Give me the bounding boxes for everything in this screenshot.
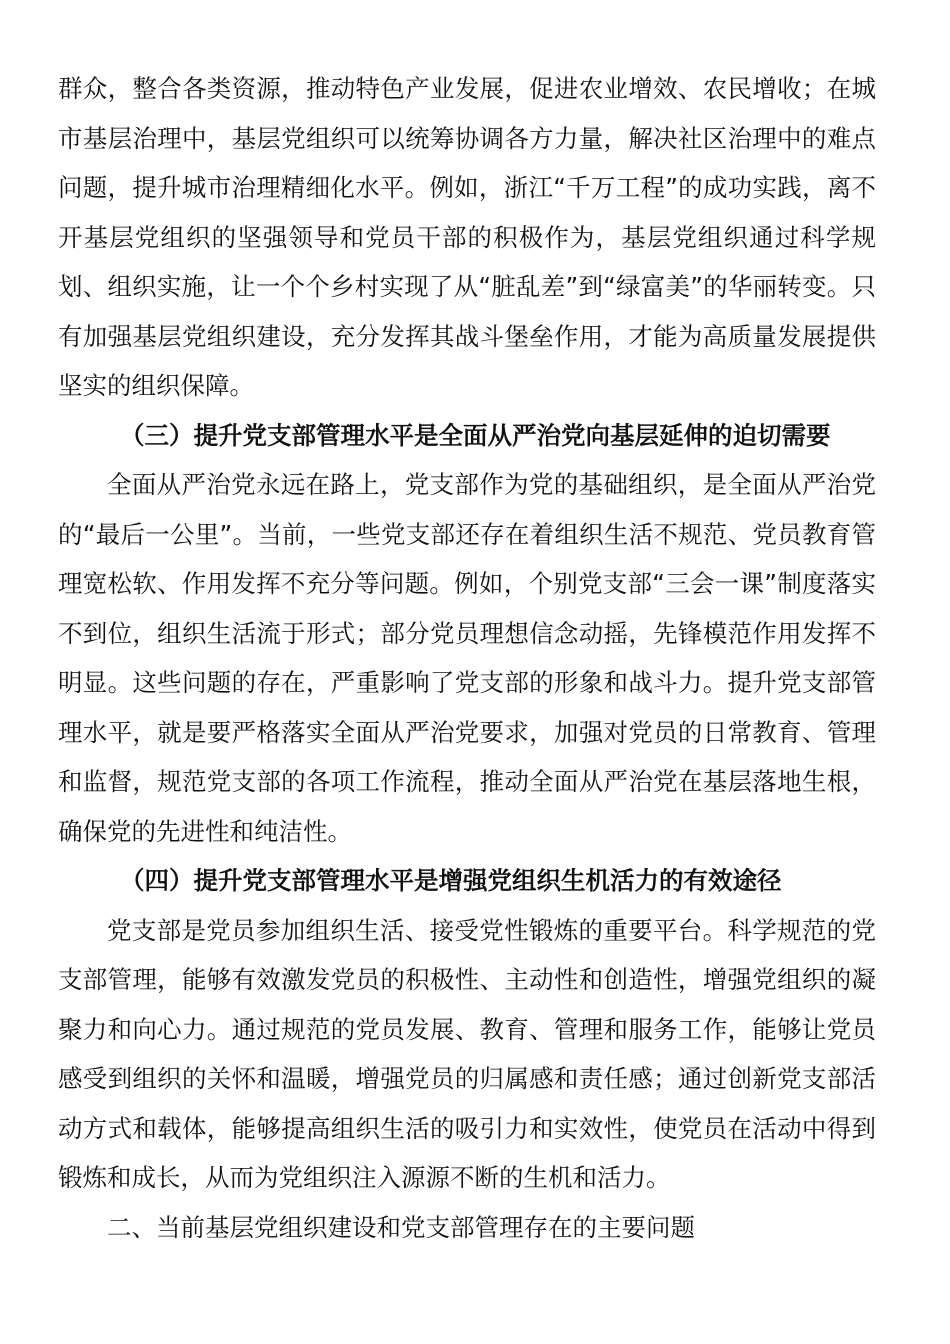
paragraph-continuation: 群众，整合各类资源，推动特色产业发展，促进农业增效、农民增收；在城市基层治理中，基层党组织可以统筹协调各方力量，解决社区治理中的难点问题，提升城市治理精细化水平。例如，浙江“千万工程”的成功实践，离不开基层党组织的坚强领导和党员干部的积极作为，基层党组织通过科学规划、组织实施，让一个个乡村实现了从“脏乱差”到“绿富美”的华丽转变。只有加强基层党组织建设，充分发挥其战斗堡垒作用，才能为高质量发展提供坚实的组织保障。 <box>58 74 876 400</box>
section-title-2: 二、当前基层党组织建设和党支部管理存在的主要问题 <box>107 1212 695 1242</box>
document-page <box>58 64 876 1252</box>
paragraph-3: 全面从严治党永远在路上，党支部作为党的基础组织，是全面从严治党的“最后一公里”。当前，一些党支部还存在着组织生活不规范、党员教育管理宽松软、作用发挥不充分等问题。例如，个别党支部“三会一课”制度落实不到位，组织生活流于形式；部分党员理想信念动摇，先锋模范作用发挥不明显。这些问题的存在，严重影响了党支部的形象和战斗力。提升党支部管理水平，就是要严格落实全面从严治党要求，加强对党员的日常教育、管理和监督，规范党支部的各项工作流程，推动全面从严治党在基层落地生根，确保党的先进性和纯洁性。 <box>58 470 876 846</box>
section-heading-4: （四）提升党支部管理水平是增强党组织生机活力的有效途径 <box>120 866 782 895</box>
section-heading-3: （三）提升党支部管理水平是全面从严治党向基层延伸的迫切需要 <box>120 420 831 450</box>
paragraph-4: 党支部是党员参加组织生活、接受党性锻炼的重要平台。科学规范的党支部管理，能够有效激发党员的积极性、主动性和创造性，增强党组织的凝聚力和向心力。通过规范的党员发展、教育、管理和服务工作，能够让党员感受到组织的关怀和温暖，增强党员的归属感和责任感；通过创新党支部活动方式和载体，能够提高组织生活的吸引力和实效性，使党员在活动中得到锻炼和成长，从而为党组织注入源源不断的生机和活力。 <box>58 915 876 1192</box>
